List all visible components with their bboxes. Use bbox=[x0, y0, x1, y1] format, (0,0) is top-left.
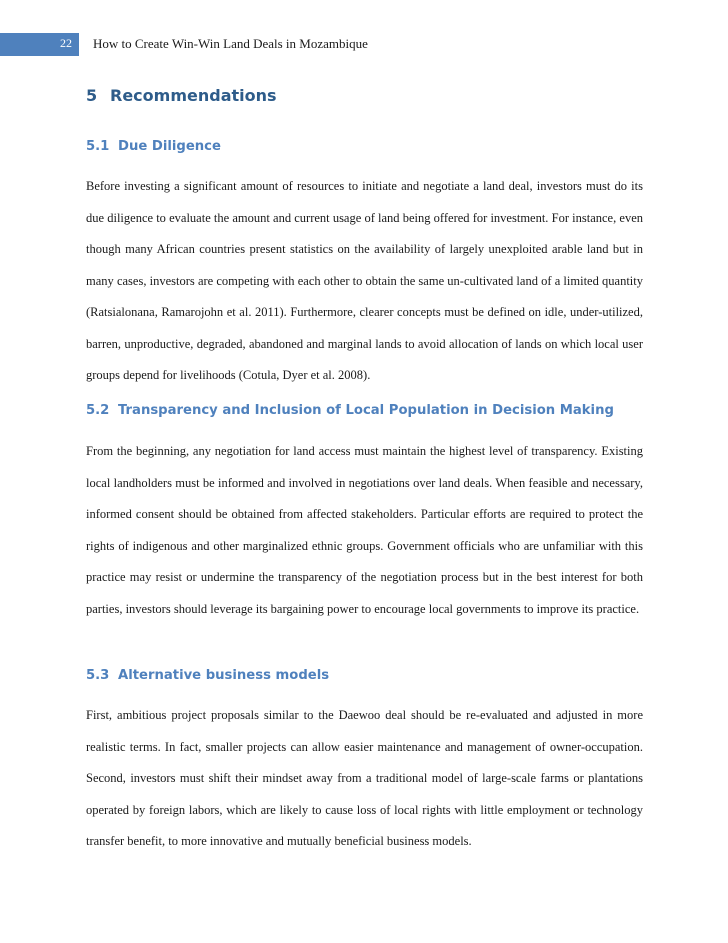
subsection-number: 5.2 bbox=[86, 403, 110, 418]
section-heading bbox=[86, 86, 277, 105]
paragraph-due-diligence: Before investing a significant amount of resources to initiate and negotiate a land deal, investors must do its due diligence to evaluate the amount and current usage of land being offered for investment. For instance, even though many African countries present statistics on the availability of largely unexploited arable land but in many cases, investors are competing with each other to obtain the same un-cultivated land of a limited quantity (Ratsialonana, Ramarojohn et al. 2011). Furthermore, clearer concepts must be defined on idle, under-utilized, barren, unproductive, degraded, abandoned and marginal lands to avoid allocation of lands on which local user groups depend for livelihoods (Cotula, Dyer et al. 2008). bbox=[86, 179, 643, 382]
paragraph-transparency: From the beginning, any negotiation for land access must maintain the highest level of transparency. Existing local landholders must be informed and involved in negotiations over land deals. When feasible and necessary, informed consent should be obtained from affected stakeholders. Particular efforts are required to protect the rights of indigenous and other marginalized ethnic groups. Government officials who are unfamiliar with this practice may resist or undermine the transparency of the negotiation process but in the best interest for both parties, investors should leverage its bargaining power to encourage local governments to improve its practice. bbox=[86, 444, 643, 616]
subsection-title: Alternative business models bbox=[118, 668, 330, 683]
section-number: 5 bbox=[86, 86, 98, 105]
subsection-number: 5.3 bbox=[86, 668, 110, 683]
subsection-title: Due Diligence bbox=[118, 139, 221, 154]
subsection-number: 5.1 bbox=[86, 139, 110, 154]
paragraph-alternative-business-models: First, ambitious project proposals similar to the Daewoo deal should be re-evaluated and adjusted in more realistic terms. In fact, smaller projects can allow easier maintenance and management of owner-occupation. Second, investors must shift their mindset away from a traditional model of large-scale farms or plantations operated by foreign labors, which are likely to cause loss of local rights with little employment or technology transfer benefit, to more innovative and mutually beneficial business models. bbox=[86, 708, 643, 848]
page-number: 22 bbox=[60, 36, 72, 50]
subsection-heading-transparency bbox=[86, 403, 614, 418]
subsection-heading-alternative-business-models bbox=[86, 668, 329, 683]
section-title: Recommendations bbox=[110, 86, 277, 105]
running-title: How to Create Win-Win Land Deals in Mozambique bbox=[93, 36, 368, 51]
subsection-title: Transparency and Inclusion of Local Population in Decision Making bbox=[118, 403, 614, 418]
subsection-heading-due-diligence bbox=[86, 139, 221, 154]
